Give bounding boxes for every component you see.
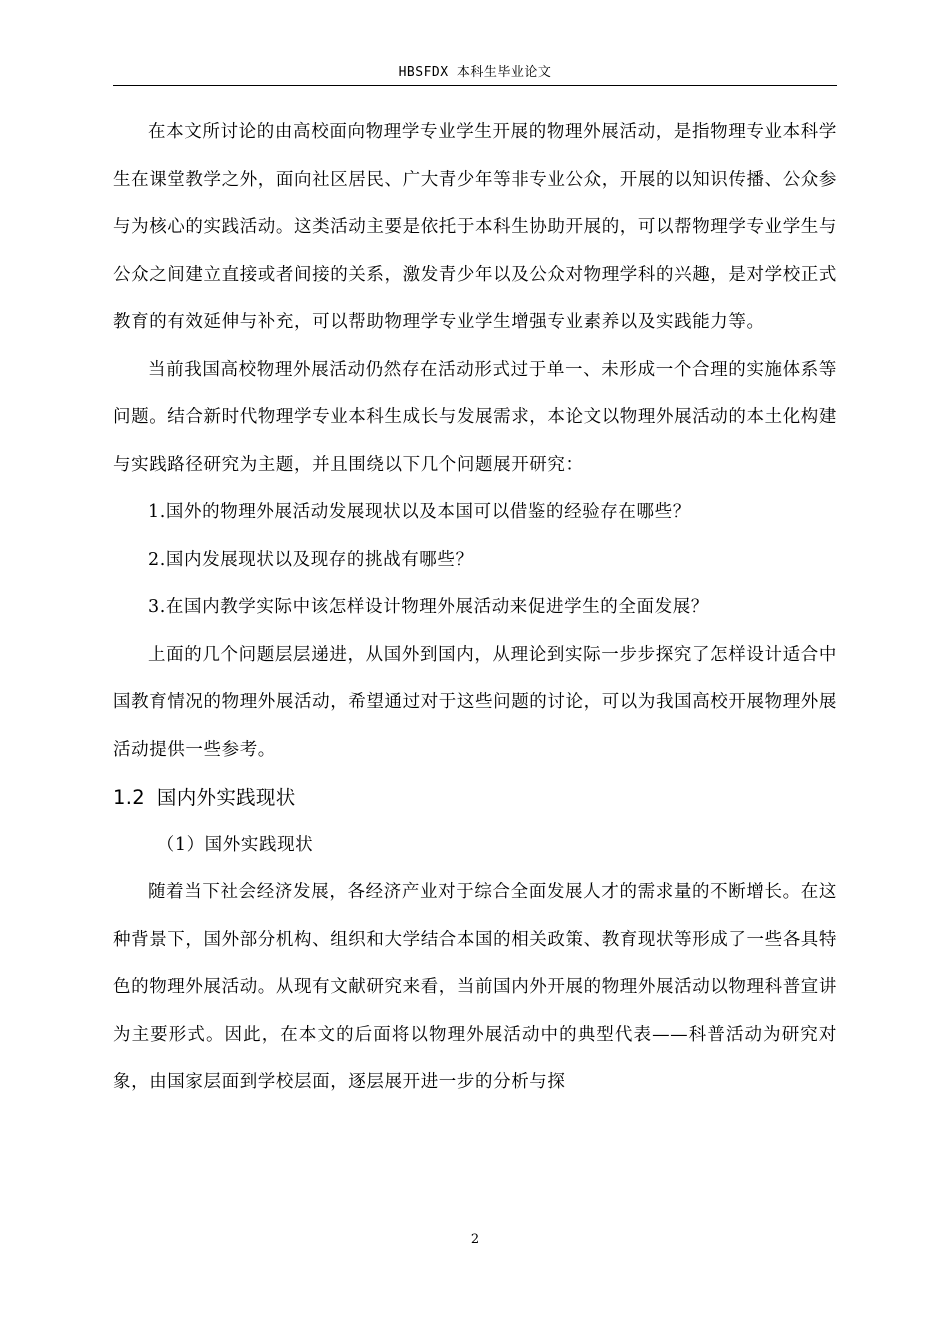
paragraph-4: 随着当下社会经济发展，各经济产业对于综合全面发展人才的需求量的不断增长。在这种背景下，国外部分机构、组织和大学结合本国的相关政策、教育现状等形成了一些各具特色的物理外展活动。从现有文献研究来看，当前国内外开展的物理外展活动以物理科普宣讲为主要形式。因此，在本文的后面将以物理外展活动中的典型代表——科普活动为研究对象，由国家层面到学校层面，逐层展开进一步的分析与探 bbox=[113, 882, 837, 1092]
question-item-1: 1.国外的物理外展活动发展现状以及本国可以借鉴的经验存在哪些？ bbox=[148, 502, 691, 522]
paragraph-3: 上面的几个问题层层递进，从国外到国内，从理论到实际一步步探究了怎样设计适合中国教育情况的物理外展活动，希望通过对于这些问题的讨论，可以为我国高校开展物理外展活动提供一些参考。 bbox=[113, 644, 837, 760]
section-number: 1.2 bbox=[113, 786, 145, 809]
question-item-2: 2.国内发展现状以及现存的挑战有哪些？ bbox=[148, 549, 474, 570]
document-body bbox=[113, 109, 837, 1107]
paragraph-1: 在本文所讨论的由高校面向物理学专业学生开展的物理外展活动，是指物理专业本科学生在课堂教学之外，面向社区居民、广大青少年等非专业公众，开展的以知识传播、公众参与为核心的实践活动。这类活动主要是依托于本科生协助开展的，可以帮物理学专业学生与公众之间建立直接或者间接的关系，激发青少年以及公众对物理学科的兴趣，是对学校正式教育的有效延伸与补充，可以帮助物理学专业学生增强专业素养以及实践能力等。 bbox=[113, 122, 837, 332]
question-item-3: 3.在国内教学实际中该怎样设计物理外展活动来促进学生的全面发展？ bbox=[148, 597, 709, 617]
section-heading bbox=[113, 774, 837, 822]
subsection-heading: （1）国外实践现状 bbox=[156, 834, 314, 855]
paragraph-2: 当前我国高校物理外展活动仍然存在活动形式过于单一、未形成一个合理的实施体系等问题。结合新时代物理学专业本科生成长与发展需求，本论文以物理外展活动的本土化构建与实践路径研究为主题，并且围绕以下几个问题展开研究： bbox=[113, 359, 837, 475]
header-rule bbox=[113, 85, 837, 86]
page-header: HBSFDX 本科生毕业论文 bbox=[398, 65, 552, 80]
page-number: 2 bbox=[470, 1232, 480, 1247]
section-title: 国内外实践现状 bbox=[156, 786, 296, 809]
